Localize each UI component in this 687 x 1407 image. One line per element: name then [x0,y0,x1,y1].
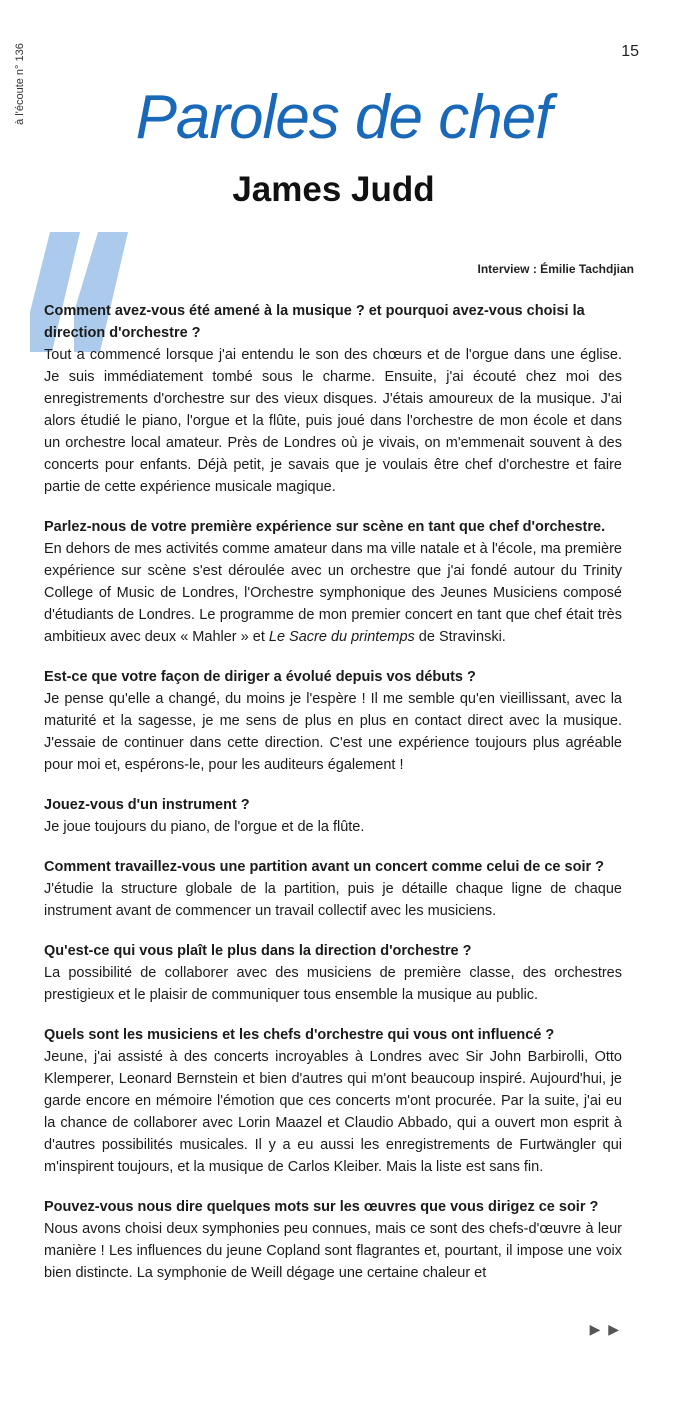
qa-block [44,856,622,922]
page-subtitle: James Judd [232,170,435,209]
qa-block [44,1196,622,1284]
page-number: 15 [621,43,639,60]
interview-credit: Interview : Émilie Tachdjian [477,262,634,276]
interview-article [44,300,622,1302]
question: Qu'est-ce qui vous plaît le plus dans la direction d'orchestre ? [44,943,472,959]
answer: Je pense qu'elle a changé, du moins je l'espère ! Il me semble qu'en vieillissant, avec la maturité et la sagesse, je me sens de plus en plus en contact direct avec la musique. J'essaie de continuer dans cette direction. C'est une expérience toujours plus agréable pour moi et, espérons-le, pour les auditeurs également ! [44,691,622,773]
question: Quels sont les musiciens et les chefs d'orchestre qui vous ont influencé ? [44,1027,555,1043]
answer-text: En dehors de mes activités comme amateur dans ma ville natale et à l'école, ma première expérience sur scène s'est déroulée avec un orchestre que j'ai fondé autour du Trinity College of Music de Londres, l'Orchestre symphonique des Jeunes Musiciens composé d'étudiants de Londres. Le programme de mon premier concert en tant que chef était très ambitieux avec deux « Mahler » et [44,541,622,645]
qa-block [44,516,622,648]
question: Jouez-vous d'un instrument ? [44,797,250,813]
answer: Nous avons choisi deux symphonies peu connues, mais ce sont des chefs-d'œuvre à leur manière ! Les influences du jeune Copland sont flagrantes et, pourtant, il impose une voix bien distincte. La symphonie de Weill dégage une certaine chaleur et [44,1221,622,1281]
question: Est-ce que votre façon de diriger a évolué depuis vos débuts ? [44,669,476,685]
answer: La possibilité de collaborer avec des musiciens de première classe, des orchestres prestigieux et le plaisir de communiquer tous ensemble la musique au public. [44,965,622,1003]
question: Parlez-nous de votre première expérience sur scène en tant que chef d'orchestre. [44,519,606,535]
answer [44,538,622,648]
page-title: Paroles de chef [135,83,552,152]
double-play-arrow-icon: ▶ ▶ [589,1321,621,1337]
issue-label: à l'écoute n° 136 [14,43,26,125]
question: Comment travaillez-vous une partition avant un concert comme celui de ce soir ? [44,859,604,875]
work-title: Le Sacre du printemps [268,629,415,645]
question: Comment avez-vous été amené à la musique ? et pourquoi avez-vous choisi la direction d'orchestre ? [44,303,585,341]
answer: Tout a commencé lorsque j'ai entendu le son des chœurs et de l'orgue dans une église. Je suis immédiatement tombé sous le charme. Ensuite, j'ai écouté chez moi des enregistrements d'orchestre sur des vieux disques. J'étais amoureux de la musique. J'ai alors étudié le piano, l'orgue et la flûte, puis joué dans l'orchestre de mon école et dans un orchestre local amateur. Près de Londres où je vivais, on m'emmenait souvent à des concerts pour enfants. Déjà petit, je savais que je voulais être chef d'orchestre et faire partie de cette expérience musicale magique. [44,347,622,495]
answer: Jeune, j'ai assisté à des concerts incroyables à Londres avec Sir John Barbirolli, Otto Klemperer, Leonard Bernstein et bien d'autres qui m'ont beaucoup inspiré. Aujourd'hui, je garde encore en mémoire l'émotion que ces concerts m'ont procurée. Par la suite, j'ai eu la chance de collaborer avec Lorin Maazel et Claudio Abbado, qui a ouvert mon esprit à d'autres possibilités musicales. Il y a eu aussi les enregistrements de Furtwängler qui m'inspirent toujours, et la musique de Carlos Kleiber. Mais la liste est sans fin. [44,1049,622,1175]
qa-block [44,940,622,1006]
answer-text: de Stravinski. [414,629,506,645]
qa-block [44,1024,622,1178]
answer: J'étudie la structure globale de la partition, puis je détaille chaque ligne de chaque instrument avant de commencer un travail collectif avec les musiciens. [44,881,622,919]
qa-block [44,794,622,838]
qa-block [44,666,622,776]
question: Pouvez-vous nous dire quelques mots sur les œuvres que vous dirigez ce soir ? [44,1199,599,1215]
qa-block [44,300,622,498]
answer: Je joue toujours du piano, de l'orgue et de la flûte. [44,819,365,835]
